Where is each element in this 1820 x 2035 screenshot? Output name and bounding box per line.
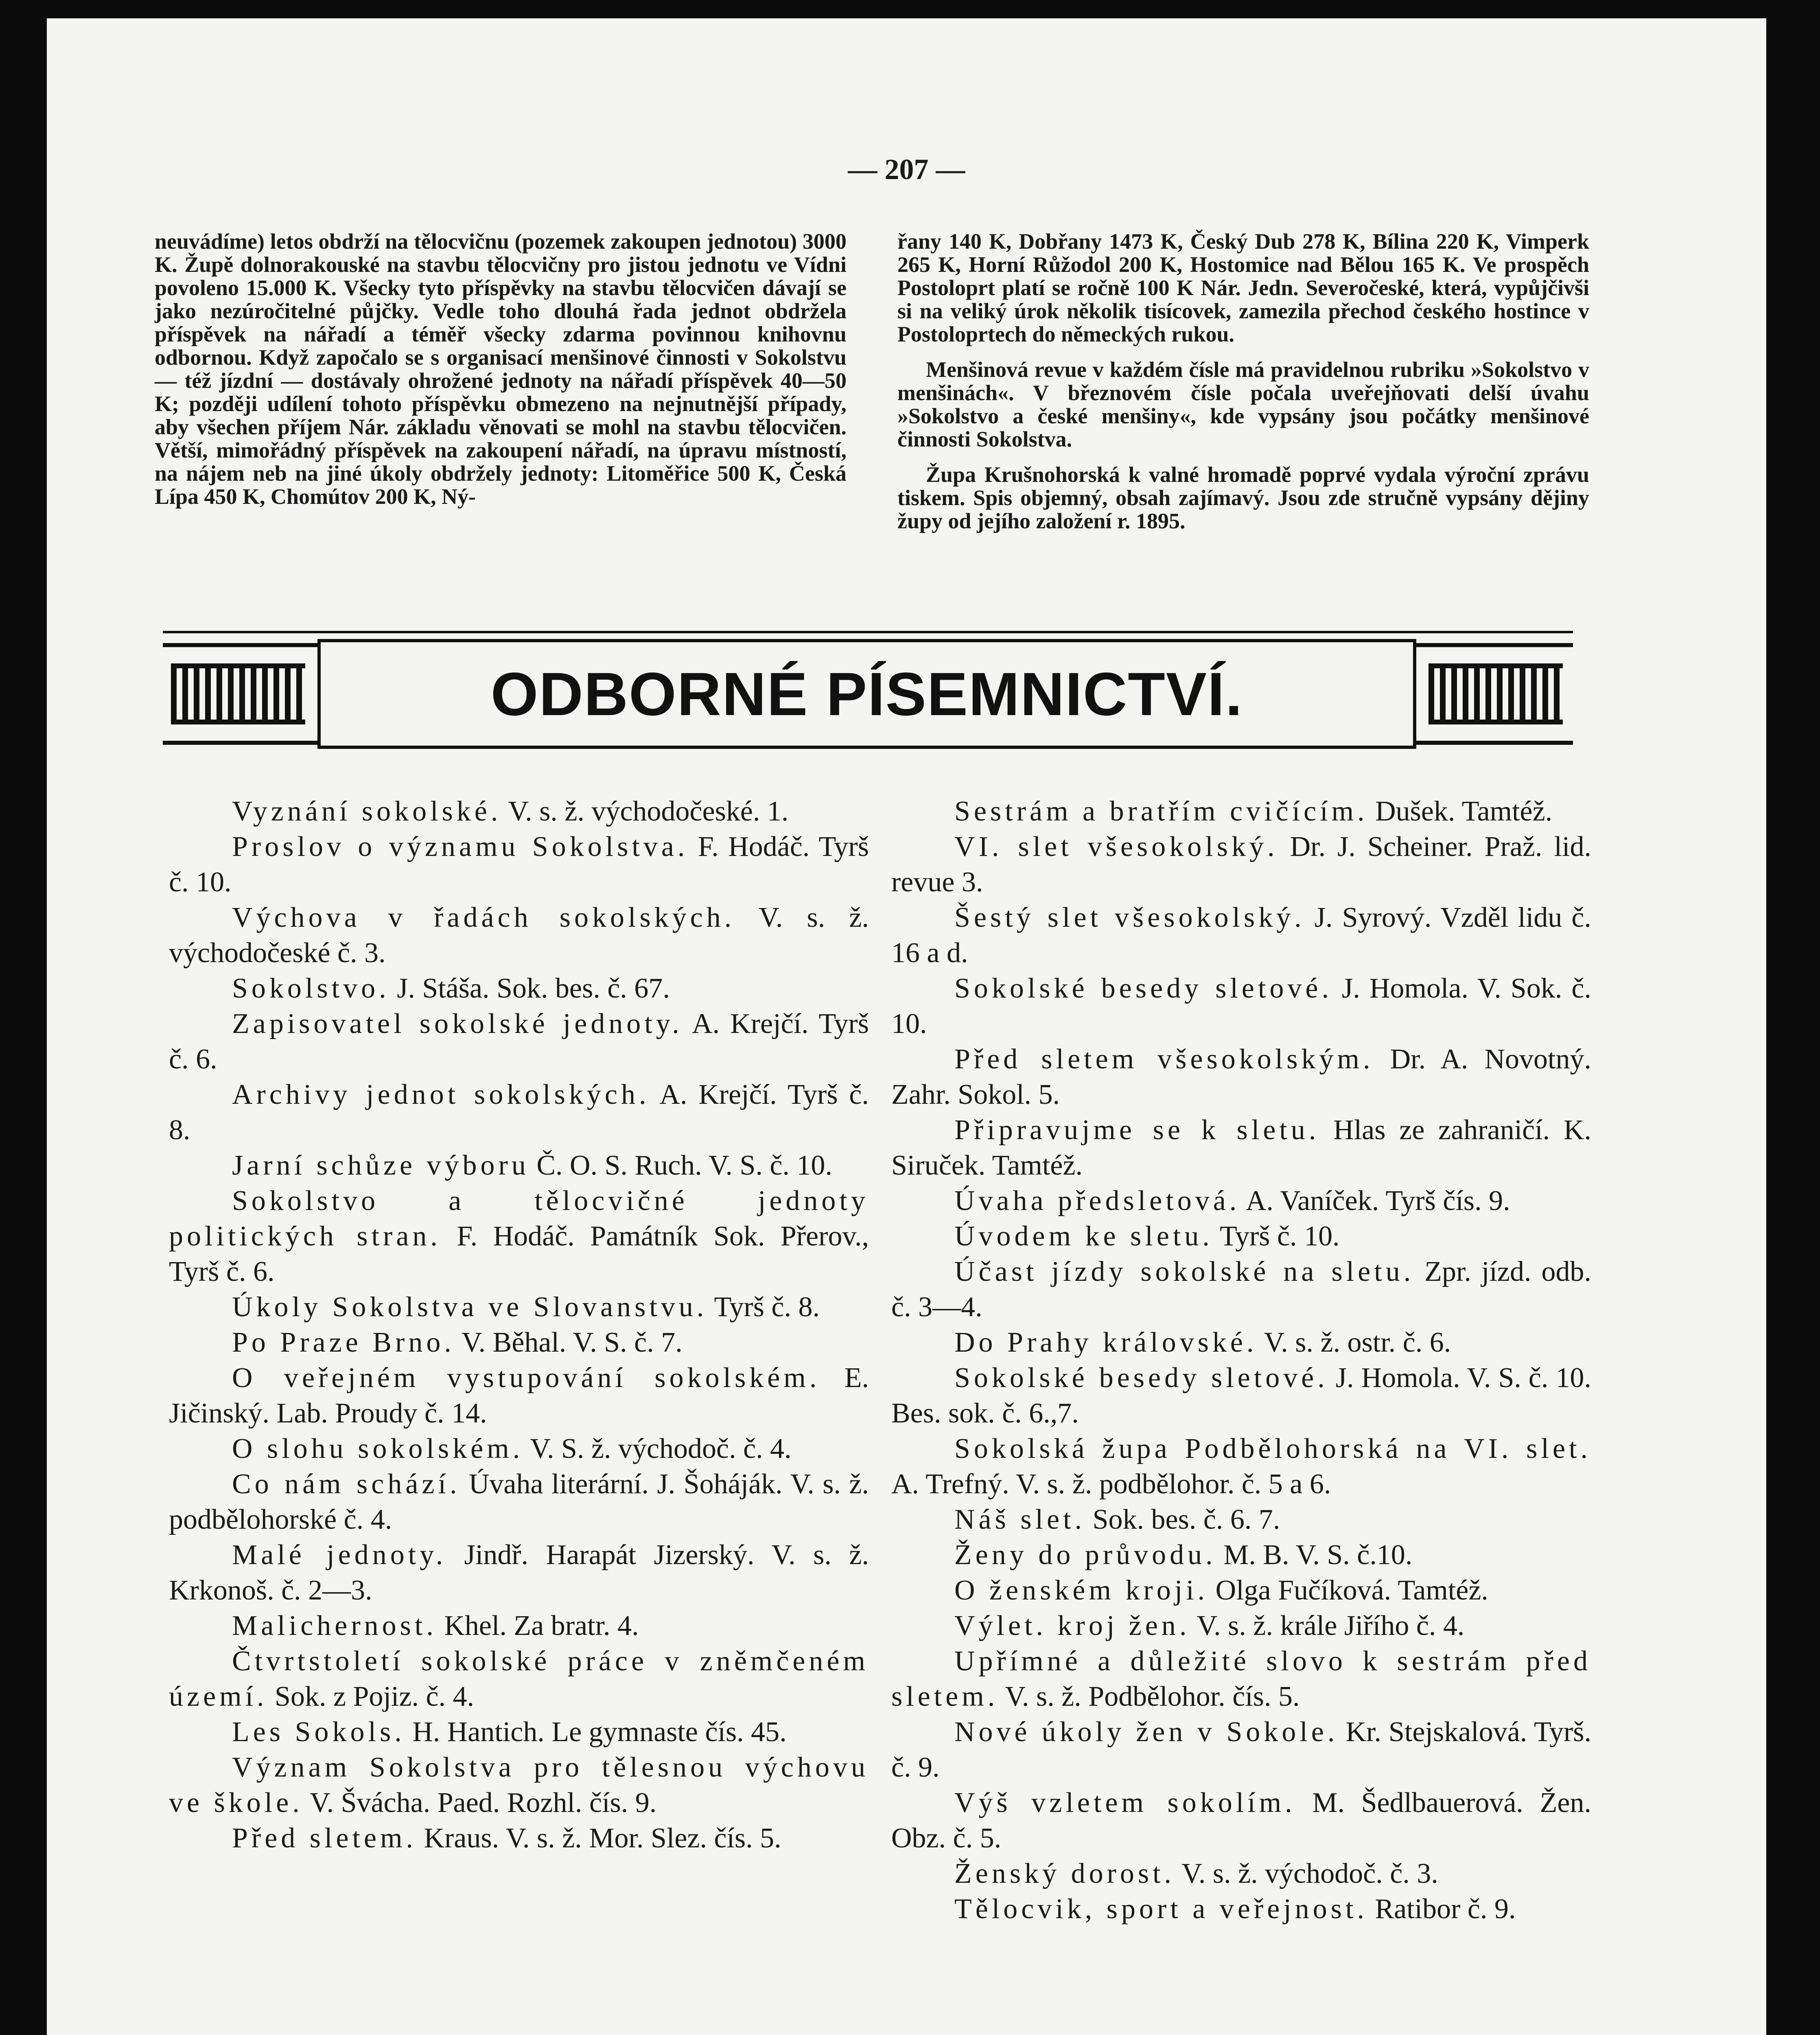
bibliography-entry [891,1714,1591,1785]
entry-source: Hlas ze zahraničí. K. Siruček. Tamtéž. [891,1114,1591,1181]
entry-title: Ženský dorost. [954,1858,1175,1889]
entry-source: V. s. ž. krále Jiřího č. 4. [1190,1610,1465,1641]
bibliography-entry [169,1714,869,1750]
bibliography-left-column [169,794,869,1856]
bibliography-entry [891,1254,1591,1325]
bibliography-entry [891,1573,1591,1608]
entry-source: F. Hodáč. Tyrš č. 10. [169,831,869,898]
entry-title: Tělocvik, sport a veřejnost. [954,1893,1368,1925]
bibliography-entry [891,1502,1591,1537]
entry-source: V. Švácha. Paed. Rozhl. čís. 9. [303,1787,657,1818]
bibliography-entry [169,1750,869,1821]
entry-source: Č. O. S. Ruch. V. S. č. 10. [529,1150,833,1181]
bibliography-entry [169,1608,869,1643]
bibliography-entry [891,1183,1591,1219]
bibliography-entry [169,1325,869,1360]
entry-source: Kraus. V. s. ž. Mor. Slez. čís. 5. [417,1823,781,1854]
entry-title: Do Prahy královské. [954,1327,1258,1358]
entry-source: M. Šedlbauerová. Žen. Obz. č. 5. [891,1787,1591,1854]
entry-title: Les Sokols. [232,1716,405,1748]
entry-source: A. Vaníček. Tyrš čís. 9. [1240,1185,1510,1217]
entry-title: Nové úkoly žen v Sokole. [954,1716,1339,1748]
entry-title: Ženy do průvodu. [954,1539,1216,1571]
bibliography-entry [891,1785,1591,1856]
entry-title: Sestrám a bratřím cvičícím. [954,796,1368,827]
entry-title: VI. slet všesokolský. [954,831,1278,862]
entry-source: Dr. A. Novotný. Zahr. Sokol. 5. [891,1044,1591,1110]
paragraph: neuvádíme) letos obdrží na tělocvičnu (pozemek zakoupen jednotou) 3000 K. Župě dolnorakouské na stavbu tělocvičny pro jistou jednotu ve Vídni povoleno 15.000 K. Všecky tyto příspěvky na stavbu tělocvičen dávají se jako nezúročitelné půjčky. Vedle toho dlouhá řada jednot obdržela příspěvek na nářadí a téměř všecky zdarma povinnou knihovnu odbornou. Když započalo se s organisací menšinové činnosti v Sokolstvu — též jízdní — dostávaly ohrožené jednoty na nářadí příspěvek 40—50 K; později udílení tohoto příspěvku obmezeno na nejnutnější případy, aby všechen příjem Nár. základu věnovati se mohl na stavbu tělocvičen. Větší, mimořádný příspěvek na zakoupení nářadí, na úpravu místností, na nájem neb na jiné úkoly obdržely jednoty: Litoměřice 500 K, Česká Lípa 450 K, Chomútov 200 K, Ný- [155,229,847,509]
bibliography-entry [169,971,869,1006]
bibliography-entry [891,900,1591,971]
entry-title: Sokolské besedy sletové. [954,1362,1328,1394]
bibliography-entry [169,1006,869,1077]
bibliography-entry [169,1821,869,1856]
entry-title: Proslov o významu Sokolstva. [232,831,689,862]
entry-title: Úvodem ke sletu. [954,1221,1213,1252]
page [47,18,1766,2035]
entry-source: V. S. ž. východoč. č. 4. [523,1433,792,1464]
entry-title: Vyznání sokolské. [232,796,502,827]
bibliography-entry [891,1891,1591,1927]
bibliography-entry [169,1289,869,1325]
entry-source: V. Běhal. V. S. č. 7. [455,1327,682,1358]
entry-source: E. Jičinský. Lab. Proudy č. 14. [169,1362,869,1429]
bibliography-entry [169,1466,869,1537]
paragraph [897,463,1589,533]
entry-source: J. Homola. V. S. č. 10. Bes. sok. č. 6.,7. [891,1362,1591,1429]
entry-title: Upřímné a důležité slovo k sestrám před sletem. [891,1646,1591,1712]
entry-title: Malé jednoty. [232,1539,447,1571]
bibliography-entry [169,1183,869,1289]
bibliography-entry [891,1360,1591,1431]
entry-source: Dušek. Tamtéž. [1368,796,1553,827]
paragraph-text: řany 140 K, Dobřany 1473 K, Český Dub 278 K, Bílina 220 K, Vimperk 265 K, Horní Růžodol 200 K, Hostomice nad Bělou 165 K. Ve prospěch Postoloprt platí se ročně 100 K Nár. Jedn. Severočeské, která, vypůjčivši si na veliký úrok několik tisícovek, zamezila přechod českého hostince v Postoloprtech do německých rukou. [897,229,1589,346]
entry-source: Khel. Za bratr. 4. [437,1610,639,1641]
top-right-column [897,230,1589,545]
paragraph-lead: Menšinová revue [926,357,1087,382]
entry-title: Před sletem všesokolským. [954,1044,1374,1075]
entry-source: A. Krejčí. Tyrš č. 8. [169,1079,869,1146]
entry-title: Sokolstvo a tělocvičné jednoty politických stran. [169,1185,869,1252]
bibliography-entry [169,1537,869,1608]
paragraph [897,358,1589,451]
entry-source: Zpr. jízd. odb. č. 3—4. [891,1256,1591,1323]
entry-source: Úvaha literární. J. Šoháják. V. s. ž. podbělohorské č. 4. [169,1468,869,1535]
bibliography-entry [891,1042,1591,1112]
entry-source: J. Stáša. Sok. bes. č. 67. [389,973,670,1004]
entry-title: Účast jízdy sokolské na sletu. [954,1256,1415,1287]
paragraph-text: k valné hromadě poprvé vydala výroční zprávu tiskem. Spis objemný, obsah zajímavý. Jsou zde stručně vypsány dějiny župy od jejího založení r. 1895. [897,462,1589,533]
entry-source: J. Homola. V. Sok. č. 10. [891,973,1591,1039]
entry-title: Náš slet. [954,1504,1086,1535]
paragraph-lead: Župa Krušnohorská [926,462,1120,487]
entry-source: V. s. ž. východočeské. 1. [501,796,789,827]
entry-source: Sok. z Pojiz. č. 4. [267,1681,475,1712]
entry-title: Před sletem. [232,1823,417,1854]
bibliography-entry [891,1856,1591,1891]
entry-source: A. Trefný. V. s. ž. podbělohor. č. 5 a 6. [891,1468,1331,1500]
entry-source: M. B. V. S. č.10. [1216,1539,1413,1571]
entry-source: F. Hodáč. Památník Sok. Přerov., Tyrš č. 6. [169,1221,869,1287]
entry-title: Archivy jednot sokolských. [232,1079,650,1110]
entry-title: O slohu sokolském. [232,1433,524,1464]
bibliography-entry [891,1431,1591,1502]
section-banner [163,631,1573,749]
entry-title: Výš vzletem sokolím. [954,1787,1296,1818]
entry-title: Připravujme se k sletu. [954,1114,1320,1146]
bibliography-entry [891,1325,1591,1360]
entry-title: Po Praze Brno. [232,1327,455,1358]
paragraph [897,230,1589,346]
bibliography-entry [169,794,869,829]
balustrade-ornament-right [1428,663,1563,724]
entry-title: O veřejném vystupování sokolském. [232,1362,820,1394]
banner-title-box [317,639,1416,749]
bibliography-entry [891,794,1591,829]
entry-source: J. Syrový. Vzděl lidu č. 16 a d. [891,902,1591,969]
bibliography-entry [891,829,1591,900]
bibliography-entry [169,1643,869,1714]
entry-title: Šestý slet všesokolský. [954,902,1305,933]
entry-title: Význam Sokolstva pro tělesnou výchovu ve škole. [169,1752,869,1818]
entry-title: Čtvrtstoletí sokolské práce v zněmčeném území. [169,1646,869,1712]
entry-title: Výchova v řadách sokolských. [232,902,735,933]
bibliography-entry [169,1431,869,1466]
bibliography-entry [891,971,1591,1042]
balustrade-ornament-left [171,663,305,724]
entry-title: Úvaha předsletová. [954,1185,1240,1217]
bibliography-entry [891,1608,1591,1643]
bibliography-entry [891,1112,1591,1183]
entry-source: Tyrš č. 10. [1213,1221,1340,1252]
entry-source: Kr. Stejskalová. Tyrš. č. 9. [891,1716,1591,1783]
top-left-column [155,230,847,521]
entry-title: Úkoly Sokolstva ve Slovanstvu. [232,1291,708,1323]
bibliography-right-column [891,794,1591,1927]
entry-title: O ženském kroji. [954,1575,1209,1606]
bibliography-entry [169,900,869,971]
entry-source: H. Hantich. Le gymnaste čís. 45. [405,1716,787,1748]
entry-source: Sok. bes. č. 6. 7. [1085,1504,1280,1535]
bibliography-entry [891,1219,1591,1254]
page-number: — 207 — [848,153,965,186]
entry-source: V. s. ž. ostr. č. 6. [1257,1327,1451,1358]
entry-source: Jindř. Harapát Jizerský. V. s. ž. Krkonoš. č. 2—3. [169,1539,869,1606]
bibliography-entry [169,829,869,900]
entry-source: V. s. ž. východoč. č. 3. [1175,1858,1438,1889]
banner-rule [163,631,1573,633]
entry-source: Tyrš č. 8. [707,1291,820,1323]
entry-source: V. s. ž. Podbělohor. čís. 5. [998,1681,1300,1712]
entry-source: Olga Fučíková. Tamtéž. [1208,1575,1488,1606]
bibliography-entry [891,1643,1591,1714]
entry-title: Sokolské besedy sletové. [954,973,1333,1004]
bibliography-entry [169,1360,869,1431]
entry-title: Výlet. kroj žen. [954,1610,1190,1641]
entry-title: Co nám schází. [232,1468,461,1500]
entry-title: Jarní schůze výboru [232,1150,529,1181]
entry-source: A. Krejčí. Tyrš č. 6. [169,1008,869,1075]
entry-title: Sokolstvo. [232,973,390,1004]
bibliography-entry [169,1148,869,1183]
entry-source: Ratibor č. 9. [1367,1893,1516,1925]
entry-title: Zapisovatel sokolské jednoty. [232,1008,683,1039]
bibliography-entry [891,1537,1591,1573]
bibliography-entry [169,1077,869,1148]
entry-source: V. s. ž. východočeské č. 3. [169,902,869,969]
entry-source: Dr. J. Scheiner. Praž. lid. revue 3. [891,831,1591,898]
entry-title: Sokolská župa Podbělohorská na VI. slet. [954,1433,1591,1464]
paragraph-text: v každém čísle má pravidelnou rubriku »Sokolstvo v menšinách«. V březnovém čísle počala uveřejňovati delší úvahu »Sokolstvo a české menšiny«, kde vypsány jsou počátky menšinové činnosti Sokolstva. [897,357,1589,451]
section-title: ODBORNÉ PÍSEMNICTVÍ. [490,659,1243,728]
entry-title: Malichernost. [232,1610,437,1641]
